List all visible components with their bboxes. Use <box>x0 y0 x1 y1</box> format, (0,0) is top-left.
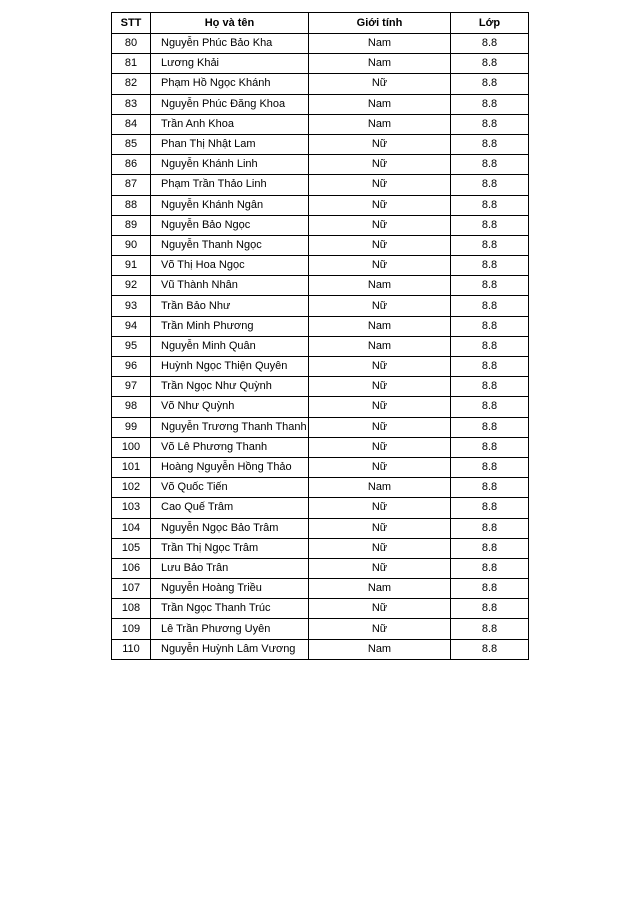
cell-name: Trần Ngọc Như Quỳnh <box>151 377 309 397</box>
cell-class: 8.8 <box>451 336 529 356</box>
cell-class: 8.8 <box>451 478 529 498</box>
cell-name: Nguyễn Thanh Ngọc <box>151 235 309 255</box>
cell-gender: Nữ <box>309 256 451 276</box>
cell-gender: Nam <box>309 478 451 498</box>
header-row <box>112 13 529 34</box>
cell-name: Nguyễn Trương Thanh Thanh <box>151 417 309 437</box>
cell-name: Nguyễn Phúc Bảo Kha <box>151 34 309 54</box>
cell-stt: 101 <box>112 457 151 477</box>
table-row <box>112 215 529 235</box>
cell-stt: 108 <box>112 599 151 619</box>
cell-gender: Nữ <box>309 74 451 94</box>
cell-stt: 87 <box>112 175 151 195</box>
cell-class: 8.8 <box>451 296 529 316</box>
cell-stt: 105 <box>112 538 151 558</box>
cell-gender: Nữ <box>309 195 451 215</box>
table-row <box>112 599 529 619</box>
table-row <box>112 498 529 518</box>
cell-stt: 86 <box>112 155 151 175</box>
cell-stt: 98 <box>112 397 151 417</box>
header-name: Họ và tên <box>151 13 309 34</box>
table-row <box>112 256 529 276</box>
cell-gender: Nữ <box>309 619 451 639</box>
cell-gender: Nữ <box>309 175 451 195</box>
cell-gender: Nữ <box>309 437 451 457</box>
header-stt: STT <box>112 13 151 34</box>
cell-class: 8.8 <box>451 538 529 558</box>
table-row <box>112 155 529 175</box>
cell-name: Lê Trần Phương Uyên <box>151 619 309 639</box>
student-list-table <box>111 12 529 660</box>
cell-stt: 100 <box>112 437 151 457</box>
cell-stt: 110 <box>112 639 151 659</box>
cell-name: Nguyễn Minh Quân <box>151 336 309 356</box>
cell-class: 8.8 <box>451 155 529 175</box>
cell-gender: Nam <box>309 276 451 296</box>
table-row <box>112 437 529 457</box>
cell-gender: Nữ <box>309 134 451 154</box>
table-body <box>112 34 529 660</box>
cell-gender: Nữ <box>309 215 451 235</box>
cell-name: Nguyễn Bảo Ngọc <box>151 215 309 235</box>
cell-name: Lương Khải <box>151 54 309 74</box>
cell-name: Trần Ngọc Thanh Trúc <box>151 599 309 619</box>
cell-name: Hoàng Nguyễn Hồng Thảo <box>151 457 309 477</box>
cell-name: Lưu Bảo Trân <box>151 558 309 578</box>
cell-gender: Nữ <box>309 397 451 417</box>
cell-name: Nguyễn Khánh Linh <box>151 155 309 175</box>
cell-gender: Nữ <box>309 518 451 538</box>
table-row <box>112 54 529 74</box>
cell-class: 8.8 <box>451 437 529 457</box>
cell-class: 8.8 <box>451 316 529 336</box>
cell-gender: Nam <box>309 34 451 54</box>
cell-class: 8.8 <box>451 34 529 54</box>
cell-class: 8.8 <box>451 599 529 619</box>
table-row <box>112 639 529 659</box>
table-row <box>112 316 529 336</box>
cell-stt: 84 <box>112 114 151 134</box>
table-row <box>112 336 529 356</box>
cell-gender: Nữ <box>309 457 451 477</box>
cell-class: 8.8 <box>451 619 529 639</box>
cell-gender: Nam <box>309 336 451 356</box>
cell-stt: 91 <box>112 256 151 276</box>
cell-gender: Nam <box>309 94 451 114</box>
cell-gender: Nữ <box>309 417 451 437</box>
cell-gender: Nam <box>309 316 451 336</box>
cell-class: 8.8 <box>451 94 529 114</box>
cell-gender: Nữ <box>309 357 451 377</box>
cell-stt: 92 <box>112 276 151 296</box>
table-row <box>112 114 529 134</box>
table-row <box>112 74 529 94</box>
cell-name: Trần Anh Khoa <box>151 114 309 134</box>
table-row <box>112 619 529 639</box>
cell-class: 8.8 <box>451 558 529 578</box>
cell-class: 8.8 <box>451 518 529 538</box>
cell-name: Phạm Trần Thảo Linh <box>151 175 309 195</box>
cell-stt: 94 <box>112 316 151 336</box>
table-row <box>112 417 529 437</box>
table-row <box>112 276 529 296</box>
table-row <box>112 397 529 417</box>
table-row <box>112 296 529 316</box>
cell-stt: 99 <box>112 417 151 437</box>
cell-class: 8.8 <box>451 195 529 215</box>
table-row <box>112 558 529 578</box>
cell-stt: 96 <box>112 357 151 377</box>
cell-class: 8.8 <box>451 397 529 417</box>
cell-class: 8.8 <box>451 579 529 599</box>
cell-stt: 107 <box>112 579 151 599</box>
cell-stt: 83 <box>112 94 151 114</box>
table-row <box>112 518 529 538</box>
cell-name: Phạm Hồ Ngọc Khánh <box>151 74 309 94</box>
cell-gender: Nữ <box>309 538 451 558</box>
cell-name: Trần Thị Ngọc Trâm <box>151 538 309 558</box>
table-row <box>112 195 529 215</box>
cell-stt: 106 <box>112 558 151 578</box>
cell-class: 8.8 <box>451 377 529 397</box>
cell-class: 8.8 <box>451 256 529 276</box>
cell-name: Vũ Thành Nhân <box>151 276 309 296</box>
cell-class: 8.8 <box>451 74 529 94</box>
cell-stt: 89 <box>112 215 151 235</box>
cell-gender: Nam <box>309 639 451 659</box>
cell-name: Nguyễn Phúc Đăng Khoa <box>151 94 309 114</box>
cell-name: Võ Quốc Tiến <box>151 478 309 498</box>
cell-name: Nguyễn Hoàng Triều <box>151 579 309 599</box>
cell-name: Võ Thị Hoa Ngọc <box>151 256 309 276</box>
cell-name: Cao Quế Trâm <box>151 498 309 518</box>
cell-stt: 85 <box>112 134 151 154</box>
cell-stt: 82 <box>112 74 151 94</box>
cell-class: 8.8 <box>451 235 529 255</box>
cell-stt: 97 <box>112 377 151 397</box>
table-row <box>112 579 529 599</box>
cell-class: 8.8 <box>451 457 529 477</box>
cell-class: 8.8 <box>451 134 529 154</box>
cell-name: Nguyễn Huỳnh Lâm Vương <box>151 639 309 659</box>
cell-stt: 93 <box>112 296 151 316</box>
cell-class: 8.8 <box>451 417 529 437</box>
cell-stt: 109 <box>112 619 151 639</box>
cell-name: Nguyễn Khánh Ngân <box>151 195 309 215</box>
cell-stt: 81 <box>112 54 151 74</box>
table-row <box>112 235 529 255</box>
cell-gender: Nữ <box>309 235 451 255</box>
cell-class: 8.8 <box>451 175 529 195</box>
cell-gender: Nữ <box>309 558 451 578</box>
cell-name: Võ Như Quỳnh <box>151 397 309 417</box>
table-row <box>112 34 529 54</box>
cell-gender: Nữ <box>309 155 451 175</box>
cell-name: Trần Bảo Như <box>151 296 309 316</box>
header-gender: Giới tính <box>309 13 451 34</box>
table-row <box>112 134 529 154</box>
cell-stt: 80 <box>112 34 151 54</box>
table-row <box>112 538 529 558</box>
cell-name: Nguyễn Ngọc Bảo Trâm <box>151 518 309 538</box>
cell-class: 8.8 <box>451 357 529 377</box>
cell-class: 8.8 <box>451 54 529 74</box>
cell-gender: Nữ <box>309 377 451 397</box>
cell-stt: 104 <box>112 518 151 538</box>
cell-stt: 88 <box>112 195 151 215</box>
cell-class: 8.8 <box>451 114 529 134</box>
cell-gender: Nam <box>309 54 451 74</box>
table-row <box>112 457 529 477</box>
cell-class: 8.8 <box>451 498 529 518</box>
cell-class: 8.8 <box>451 276 529 296</box>
cell-gender: Nữ <box>309 498 451 518</box>
table-row <box>112 175 529 195</box>
cell-class: 8.8 <box>451 639 529 659</box>
table-row <box>112 94 529 114</box>
header-class: Lớp <box>451 13 529 34</box>
cell-stt: 95 <box>112 336 151 356</box>
cell-name: Võ Lê Phương Thanh <box>151 437 309 457</box>
table-header <box>112 13 529 34</box>
cell-class: 8.8 <box>451 215 529 235</box>
cell-name: Phan Thị Nhật Lam <box>151 134 309 154</box>
table-row <box>112 357 529 377</box>
cell-gender: Nam <box>309 114 451 134</box>
table-row <box>112 377 529 397</box>
cell-gender: Nữ <box>309 296 451 316</box>
cell-stt: 90 <box>112 235 151 255</box>
cell-gender: Nữ <box>309 599 451 619</box>
cell-stt: 103 <box>112 498 151 518</box>
table-row <box>112 478 529 498</box>
cell-name: Trần Minh Phương <box>151 316 309 336</box>
cell-stt: 102 <box>112 478 151 498</box>
cell-name: Huỳnh Ngọc Thiện Quyên <box>151 357 309 377</box>
cell-gender: Nam <box>309 579 451 599</box>
